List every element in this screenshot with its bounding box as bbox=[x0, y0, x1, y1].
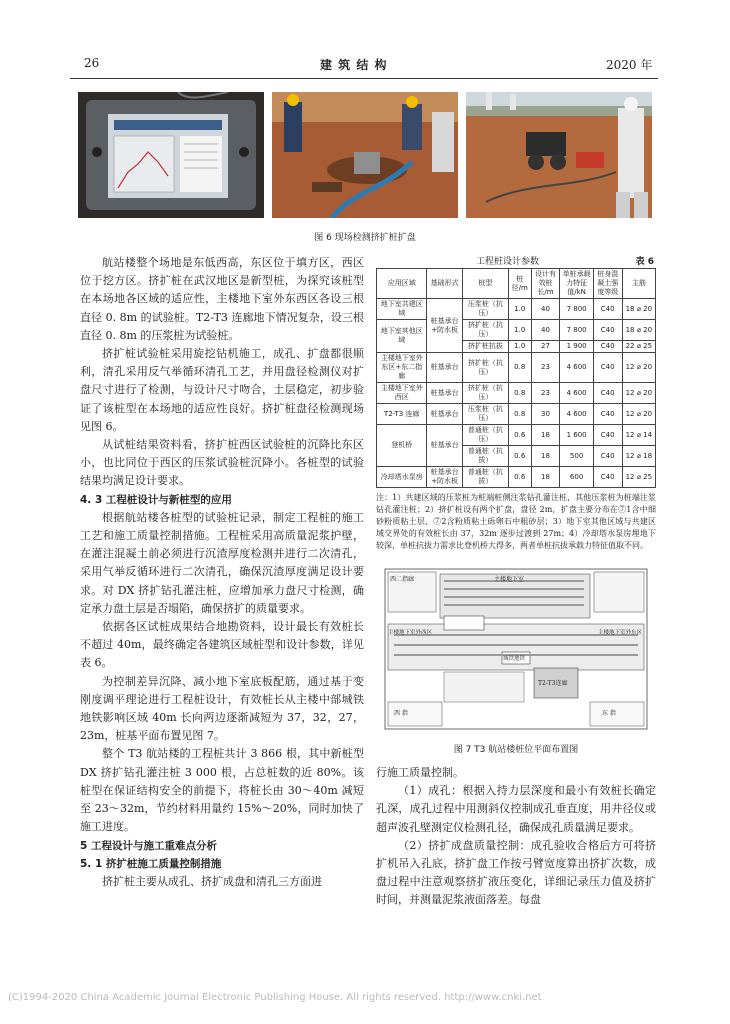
cell: 地下室共建区域 bbox=[377, 299, 427, 320]
cell: C40 bbox=[593, 404, 622, 425]
cell: 登机桥 bbox=[377, 425, 427, 467]
plan-label-right-mid: 主楼地下室外东区 bbox=[598, 630, 643, 636]
cell: T2-T3 连廊 bbox=[377, 404, 427, 425]
cell: C40 bbox=[593, 299, 622, 320]
paragraph: 行施工质量控制。 bbox=[376, 766, 464, 779]
paragraph: 为控制差异沉降、减小地下室底板配筋，通过基于变刚度调平理论进行工程桩设计，有效桩长从主楼中部城铁地铁影响区域 40m 长向两边逐渐减短为 37，32，27，23m，桩基平面布置见图 7。 bbox=[80, 674, 364, 743]
cell: 0.6 bbox=[508, 425, 531, 446]
paragraph: （2）挤扩成盘质量控制：成孔验收合格后方可将挤扩机吊入孔底，挤扩盘工作按弓臂宽度算出挤扩次数，成盘过程中注意观察挤扩液压变化，详细记录压力值及挤扩时间，并测量泥浆液面落差。每盘 bbox=[376, 838, 656, 907]
cell: 18 bbox=[531, 467, 560, 488]
cell: 30 bbox=[531, 404, 560, 425]
cell: 23 bbox=[531, 383, 560, 404]
copyright-footer: (C)1994-2020 China Academic Journal Electronic Publishing House. All rights reserved. http://www.cnki.net bbox=[8, 992, 542, 1003]
paragraph: 从试桩结果资料看，挤扩桩西区试验桩的沉降比东区小，也比同位于西区的压浆试验桩沉降小。各桩型的试验结果均满足设计要求。 bbox=[80, 438, 364, 488]
cell: 0.8 bbox=[508, 383, 531, 404]
cell: C40 bbox=[593, 425, 622, 446]
cell: C40 bbox=[593, 320, 622, 341]
plan-label-top-center: 主楼地下室 bbox=[494, 576, 525, 583]
cell: 12 ⌀ 20 bbox=[622, 353, 655, 383]
cell: 挤扩桩（抗压） bbox=[462, 320, 508, 341]
paragraph: 整个 T3 航站楼的工程桩共计 3 866 根，其中新桩型 DX 挤扩钻孔灌注桩 3 000 根，占总桩数的近 80%。该桩型在保证结构安全的前提下，将桩长由 30～40m 减短至 23～32m，节约材料用量约 15%～20%，同时加快了施工进度。 bbox=[80, 747, 364, 834]
cell: C40 bbox=[593, 383, 622, 404]
cell: 压浆桩（抗压） bbox=[462, 299, 508, 320]
col-header: 桩径/m bbox=[508, 269, 531, 299]
photo-site-workers bbox=[272, 92, 458, 218]
cell: 1.0 bbox=[508, 299, 531, 320]
plan-label-bottom-right: 东 指 bbox=[602, 710, 616, 717]
paragraph: 航站楼整个场地是东低西高，东区位于填方区，西区位于挖方区。挤扩桩在武汉地区是新型桩，为探究该桩型在本场地各区域的适应性，主楼地下室外东西区各设三根直径 0. 8m 的试验桩。T2-T3 连廊地下情况复杂，设三根直径 0. 8m 的压浆桩为试验桩。 bbox=[80, 256, 364, 342]
cell: C40 bbox=[593, 467, 622, 488]
cell: 1 600 bbox=[560, 425, 593, 446]
cell: 23 bbox=[531, 353, 560, 383]
cell: 12 ⌀ 14 bbox=[622, 425, 655, 446]
cell: 1.0 bbox=[508, 320, 531, 341]
right-column bbox=[376, 764, 656, 910]
cell: 7 800 bbox=[560, 299, 593, 320]
table-row bbox=[377, 383, 656, 404]
cell: 600 bbox=[560, 467, 593, 488]
cell: 地下室其他区域 bbox=[377, 320, 427, 353]
section-heading-5: 5 工程设计与施工重难点分析 bbox=[80, 839, 217, 852]
table-row bbox=[377, 404, 656, 425]
col-header: 设计有效桩长/m bbox=[531, 269, 560, 299]
col-header: 应用区域 bbox=[377, 269, 427, 299]
table-row bbox=[377, 467, 656, 488]
cell: 18 bbox=[531, 425, 560, 446]
cell: 500 bbox=[560, 446, 593, 467]
col-header: 桩型 bbox=[462, 269, 508, 299]
cell: 桩基承台+防水板 bbox=[427, 299, 462, 353]
paragraph: 根据航站楼各桩型的试验桩记录，制定工程桩的施工工艺和施工质量控制措施。工程桩采用高质量泥浆护壁，在灌注混凝土前必须进行沉渣厚度检测并进行二次清孔，采用气举反循环进行二次清孔，确保沉渣厚度满足设计要求。对 DX 挤扩钻孔灌注桩，应增加承力盘尺寸检测，确定承力盘土层是否塌陷，确保挤扩的质量要求。 bbox=[80, 510, 364, 615]
cell: 普通桩（抗拔） bbox=[462, 446, 508, 467]
table6-note: 注：1）共建区域的压浆桩为桩端桩侧注浆钻孔灌注桩，其他压浆桩为桩端注浆钻孔灌注桩；2）挤扩桩设有两个扩盘，盘径 2m，扩盘主要分布在⑦1含中细砂粉质粘土层、⑦2含粉质粘土砾卵石中粗砂层；3）地下室其他区域与共建区域交界处的有效桩长由 37，32m 逐步过渡到 27m；4）冷却塔水泵房埋地下较深，单桩抗拔力需求比登机桥大得多，两者单桩抗拔承载力特征值取不同。 bbox=[376, 493, 656, 550]
journal-name: 建 筑 结 构 bbox=[320, 58, 388, 72]
cell: 主楼地下室外西区 bbox=[377, 383, 427, 404]
cell: 0.6 bbox=[508, 446, 531, 467]
cell: 18 bbox=[531, 446, 560, 467]
cell: 1 900 bbox=[560, 341, 593, 353]
cell: 12 ⌀ 25 bbox=[622, 467, 655, 488]
cell: 冷却塔水泵房 bbox=[377, 467, 427, 488]
cell: 桩基承台 bbox=[427, 383, 462, 404]
cell: 0.8 bbox=[508, 404, 531, 425]
paragraph: 挤扩桩主要从成孔、挤扩成盘和清孔三方面进 bbox=[102, 874, 322, 888]
plan-label-bottom-center: T2-T3连廊 bbox=[538, 680, 568, 687]
cell: 40 bbox=[531, 320, 560, 341]
cell: 18 ⌀ 20 bbox=[622, 320, 655, 341]
photo-site-equipment bbox=[466, 92, 652, 218]
col-header: 主筋 bbox=[622, 269, 655, 299]
cell: 桩基承台 bbox=[427, 425, 462, 467]
paragraph: 挤扩桩试验桩采用旋挖钻机施工，成孔、扩盘都很顺利，清孔采用反气举循环清孔工艺，并用盘径检测仪对扩盘尺寸进行了检测，与设计尺寸吻合，土层稳定，初步验证了该桩型在本场地的适应性良好。挤扩桩盘径检测现场见图 6。 bbox=[80, 347, 364, 433]
figure6-caption: 图 6 现场检测挤扩桩扩盘 bbox=[314, 233, 416, 243]
table6-title: 工程桩设计参数 bbox=[476, 257, 540, 267]
table-row bbox=[377, 299, 656, 320]
cell: 18 ⌀ 20 bbox=[622, 299, 655, 320]
header-rule bbox=[70, 78, 658, 79]
table6 bbox=[376, 254, 656, 552]
cell: 桩基承台 bbox=[427, 353, 462, 383]
journal-year: 2020 年 bbox=[606, 58, 653, 72]
table-row bbox=[377, 425, 656, 446]
page-number: 26 bbox=[84, 56, 100, 70]
section-heading-4-3: 4. 3 工程桩设计与新桩型的应用 bbox=[80, 493, 232, 506]
table-row bbox=[377, 320, 656, 341]
cell: 12 ⌀ 20 bbox=[622, 383, 655, 404]
col-header: 单桩承载力特征值/kN bbox=[560, 269, 593, 299]
plan-label-left-mid: 主楼地下室外西区 bbox=[388, 630, 433, 636]
cell: 7 800 bbox=[560, 320, 593, 341]
cell: 4 600 bbox=[560, 383, 593, 404]
cell: 4 600 bbox=[560, 353, 593, 383]
cell: 压浆桩（抗压） bbox=[462, 404, 508, 425]
cell: 12 ⌀ 18 bbox=[622, 446, 655, 467]
cell: 0.8 bbox=[508, 353, 531, 383]
table6-number: 表 6 bbox=[635, 257, 654, 267]
cell: 主楼地下室外东区+东二指廊 bbox=[377, 353, 427, 383]
cell: C40 bbox=[593, 353, 622, 383]
cell: 挤扩桩（抗压） bbox=[462, 353, 508, 383]
section-heading-5-1: 5. 1 挤扩桩施工质量控制措施 bbox=[80, 857, 222, 870]
table6-grid bbox=[376, 268, 656, 488]
cell: C40 bbox=[593, 341, 622, 353]
figure7-plan bbox=[384, 568, 648, 730]
left-column bbox=[80, 254, 364, 891]
cell: 0.6 bbox=[508, 467, 531, 488]
cell: 普通桩（抗压） bbox=[462, 425, 508, 446]
col-header: 基础形式 bbox=[427, 269, 462, 299]
paragraph: （1）成孔：根据入持力层深度和最小有效桩长确定孔深，成孔过程中用测斜仪控制成孔垂直度，用井径仪或超声波孔壁测定仪检测孔径，确保成孔质量满足要求。 bbox=[376, 784, 656, 834]
cell: 桩基承台+防水板 bbox=[427, 467, 462, 488]
cell: 12 ⌀ 20 bbox=[622, 404, 655, 425]
plan-label-center-box: 城铁地铁 bbox=[503, 656, 526, 662]
col-header: 桩身混凝土强度等级 bbox=[593, 269, 622, 299]
cell: 22 ⌀ 25 bbox=[622, 341, 655, 353]
paragraph: 依据各区试桩成果结合地勘资料，设计最长有效桩长不超过 40m，最终确定各建筑区域桩型和设计参数，详见表 6。 bbox=[80, 620, 364, 670]
cell: 40 bbox=[531, 299, 560, 320]
cell: 4 600 bbox=[560, 404, 593, 425]
figure7-caption: 图 7 T3 航站楼桩位平面布置图 bbox=[453, 745, 579, 755]
photo-detector-screen bbox=[78, 92, 264, 218]
cell: C40 bbox=[593, 446, 622, 467]
cell: 27 bbox=[531, 341, 560, 353]
table-row bbox=[377, 353, 656, 383]
cell: 桩基承台 bbox=[427, 404, 462, 425]
cell: 挤扩桩抗拔 bbox=[462, 341, 508, 353]
cell: 挤扩桩（抗压） bbox=[462, 383, 508, 404]
plan-label-top-left: 西二指廊 bbox=[390, 576, 415, 583]
cell: 普通桩（抗拔） bbox=[462, 467, 508, 488]
plan-label-bottom-left: 西 指 bbox=[394, 710, 408, 717]
cell: 1.0 bbox=[508, 341, 531, 353]
